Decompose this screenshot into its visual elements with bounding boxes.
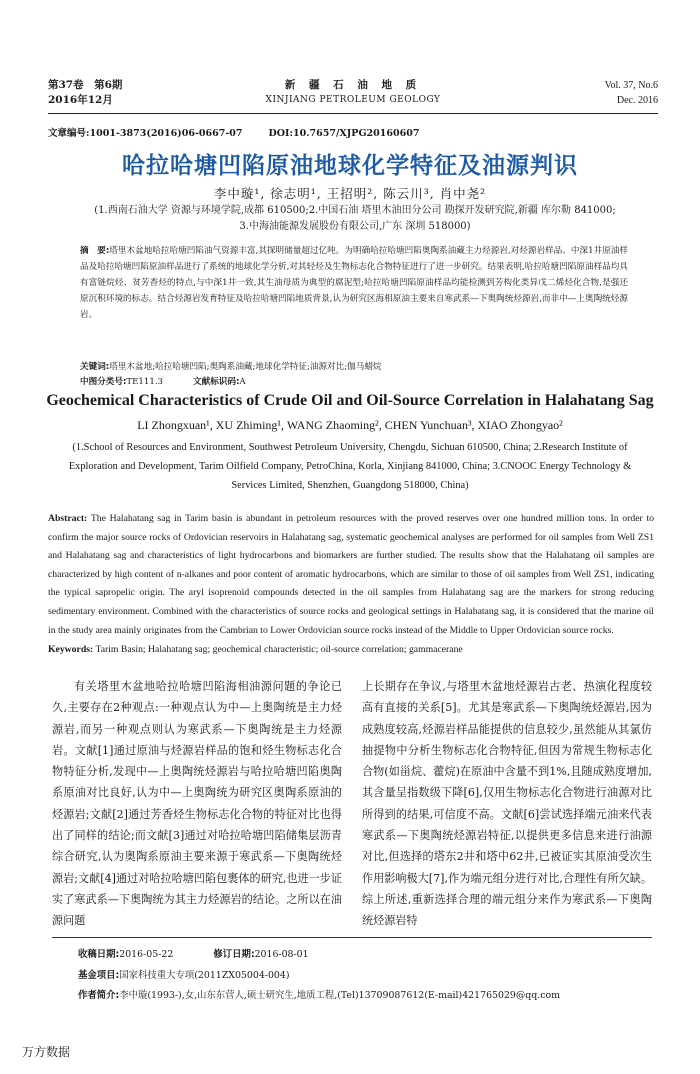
keywords-cn-text: 塔里木盆地;哈拉哈塘凹陷;奥陶系油藏;地球化学特征;油源对比;伽马蜡烷 xyxy=(109,362,382,372)
keywords-cn-label: 关键词: xyxy=(80,362,110,372)
keywords-en-text: Tarim Basin; Halahatang sag; geochemical characteristic; oil-source correlation; gammacerane xyxy=(95,644,463,655)
abstract-cn-label: 摘 要: xyxy=(80,246,110,256)
affiliations-cn xyxy=(60,203,650,235)
affiliation-cn-line: 3.中海油能源发展股份有限公司,广东 深圳 518000) xyxy=(239,221,471,232)
authors-cn: 李中璇¹, 徐志明¹, 王招明², 陈云川³, 肖中尧² xyxy=(213,186,487,201)
header-right xyxy=(605,78,658,108)
title-en: Geochemical Characteristics of Crude Oil and Oil-Source Correlation in Halahatang Sag xyxy=(46,392,654,409)
header-center xyxy=(48,78,658,108)
clc-value: TE111.3 xyxy=(126,377,164,387)
journal-name-cn: 新 疆 石 油 地 质 xyxy=(284,79,422,91)
date-en: Dec. 2016 xyxy=(616,95,658,106)
revised-date: 2016-08-01 xyxy=(254,949,309,960)
affiliation-cn-line: (1.西南石油大学 资源与环境学院,成都 610500;2.中国石油 塔里木油田分公司 勘探开发研究院,新疆 库尔勒 841000; xyxy=(94,205,616,216)
title-cn: 哈拉哈塘凹陷原油地球化学特征及油源判识 xyxy=(122,153,578,179)
fund-label: 基金项目: xyxy=(78,969,120,981)
doc-code-label: 文献标识码: xyxy=(193,377,240,387)
footnote-fund xyxy=(78,966,560,987)
running-header xyxy=(48,78,658,114)
date-cn: 2016年12月 xyxy=(48,94,113,106)
author-bio-label: 作者简介: xyxy=(78,990,120,1001)
abstract-en-label: Abstract: xyxy=(48,513,88,524)
journal-name-en: XINJIANG PETROLEUM GEOLOGY xyxy=(265,95,441,105)
article-number: 文章编号:1001-3873(2016)06-0667-07 xyxy=(48,128,243,139)
received-date: 2016-05-22 xyxy=(119,949,174,960)
keywords-en xyxy=(48,641,654,659)
keywords-en-label: Keywords: xyxy=(48,644,94,655)
footnote-dates xyxy=(78,945,560,966)
footnotes xyxy=(78,945,560,1007)
clc-label: 中图分类号: xyxy=(80,377,127,387)
abstract-cn xyxy=(80,243,628,323)
footnote-divider xyxy=(52,937,652,938)
classification-cn xyxy=(80,374,246,390)
authors-en: LI Zhongxuan¹, XU Zhiming¹, WANG Zhaoming², CHEN Yunchuan³, XIAO Zhongyao² xyxy=(137,418,563,432)
footnote-author xyxy=(78,986,560,1007)
abstract-en xyxy=(48,510,654,640)
body-column-left: 有关塔里木盆地哈拉哈塘凹陷海相油源问题的争论已久,主要存在2种观点:一种观点认为中—上奥陶统是主力烃源岩,而另一种观点则认为寒武系—下奥陶统是主力烃源岩。文献[1]通过原油与烃源岩样品的饱和烃生物标志化合物特征分析,发现中—上奥陶统烃源岩与哈拉哈塘凹陷奥陶系原油对比良好,认为中—上奥陶统为研究区奥陶系原油的烃源岩;文献[2]通过芳香烃生物标志化合物的特征对比也得出了同样的结论;而文献[3]通过对哈拉哈塘凹陷储集层沥青综合研究,认为奥陶系原油主要来源于寒武系—下奥陶统烃源岩;文献[4]通过对哈拉哈塘凹陷包裹体的研究,也进一步证实了寒武系—下奥陶统为其主力烃源岩的结论。之所以在油源问题 xyxy=(52,680,342,928)
author-bio-text: 李中璇(1993-),女,山东东营人,硕士研究生,地质工程,(Tel)13709087612(E-mail)421765029@qq.com xyxy=(119,990,561,1001)
keywords-cn xyxy=(80,359,628,375)
revised-label: 修订日期: xyxy=(213,949,255,960)
affiliations-en: (1.School of Resources and Environment, Southwest Petroleum University, Chengdu, Sichuan 610500, China; 2.Research Institute of Exploration and Development, Tarim Oilfield Company, PetroChina, Korla, Xinjiang 841000, China; 3.CNOOC Energy Technology & Services Limited, Shenzhen, Guangdong 518000, China) xyxy=(68,442,632,491)
volume-issue-en: Vol. 37, No.6 xyxy=(604,80,658,91)
volume-issue-cn: 第37卷 第6期 xyxy=(48,79,123,91)
watermark: 万方数据 xyxy=(22,1045,71,1059)
fund-text: 国家科技重大专项(2011ZX05004-004) xyxy=(119,969,290,981)
abstract-cn-text: 塔里木盆地哈拉哈塘凹陷油气资源丰富,其探明储量超过亿吨。为明确哈拉哈塘凹陷奥陶系油藏主力烃源岩,对烃源岩样品、中深1井原油样品及哈拉哈塘凹陷原油样品进行了系统的地球化学分析,对其轻烃及生物标志化合物特征进行了进一步研究。结果表明,哈拉哈塘凹陷原油样品均具有富链烷烃、贫芳香烃的特点,与中深1井一致,其生油母质为典型的腐泥型;哈拉哈塘凹陷原油样品均能检测到芳构化类异戊二烯烃化合物,是强还原沉积环境的标志。结合烃源岩发育特征及哈拉哈塘凹陷地质背景,认为研究区海相原油主要来自寒武系—下奥陶统烃源岩,而非中—上奥陶统烃源岩。 xyxy=(80,246,629,320)
body-column-right: 上长期存在争议,与塔里木盆地烃源岩古老、热演化程度较高有直接的关系[5]。尤其是寒武系—下奥陶统烃源岩,因为成熟度较高,烃源岩样品能提供的信息较少,虽然能从其氯仿抽提物中分析生物标志化合物特征,但因为常规生物标志化合物(如甾烷、藿烷)在原油中含量不到1%,且随成熟度增加,其含量呈指数级下降[6],仅用生物标志化合物进行油源对比所得到的结果,可信度不高。文献[6]尝试选择端元油来代表寒武系—下奥陶统烃源岩特征,以提供更多信息来进行油源对比,但选择的塔东2井和塔中62井,已被证实其原油受次生作用影响极大[7],作为端元组分进行对比,合理性有所欠缺。综上所述,重新选择合理的端元组分来作为寒武系—下奥陶统烃源岩特 xyxy=(362,680,652,928)
doc-code-value: A xyxy=(239,377,246,387)
received-label: 收稿日期: xyxy=(78,949,120,960)
doi: DOI:10.7657/XJPG20160607 xyxy=(268,128,420,139)
article-meta xyxy=(48,125,419,139)
abstract-en-text: The Halahatang sag in Tarim basin is abundant in petroleum resources with the proved reserves over one hundred million tons. In order to confirm the major source rocks of Ordovician reservoirs in Halahatang sag, systematic geochemical analyses are performed for oil samples from Well ZS1 and Halahatang sag and characteristics of light hydrocarbons and biomarkers are further studied. The results show that the Halahatang oil samples are characterized by high content of n-alkanes and poor content of aromatic hydrocarbons, which are similar to those of oil samples from Well ZS1, indicating the typical sapropelic origin. The aryl isoprenoid compounds detected in the oil samples from Halahatang sag are the markers for strong reducing sedimentary environment. Combined with the characteristics of source rocks and geological settings in Halahatang sag, it is considered that the marine oil in the study area mainly originates from the Cambrian to Lower Ordovician source rocks instead of the Middle to Upper Ordovician source rocks. xyxy=(48,513,654,636)
